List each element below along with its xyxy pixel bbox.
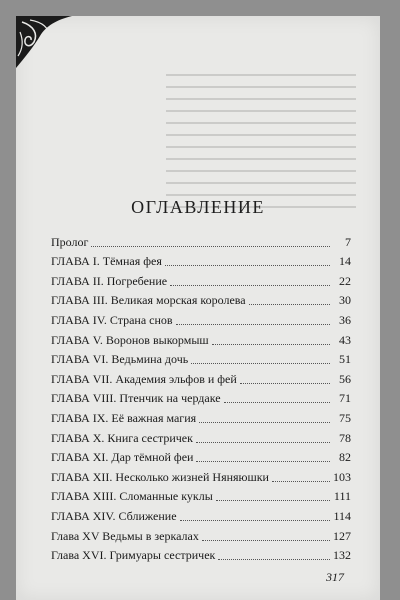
toc-entry [51,426,351,446]
toc-entry-title: Пролог [51,234,89,249]
toc-entry [51,524,351,544]
toc-entry [51,230,351,250]
toc-entry-title: ГЛАВА XIV. Сближение [51,508,177,523]
toc-title: ОГЛАВЛЕНИЕ [131,197,265,217]
toc-entry [51,289,351,309]
toc-entry-title: ГЛАВА II. Погребение [51,273,168,288]
toc-entry [51,485,351,505]
toc-entry-page: 7 [345,234,351,249]
toc-entry-page: 78 [339,430,351,445]
book-page [16,16,380,600]
toc-dot-leader [180,520,330,521]
toc-entry-page: 132 [333,548,351,563]
toc-list [51,230,351,563]
toc-entry-page: 82 [339,450,351,465]
toc-entry [51,308,351,328]
toc-entry-page: 111 [333,489,351,504]
page-number: 317 [326,570,344,584]
toc-entry-title: ГЛАВА IX. Её важная магия [51,410,197,425]
toc-dot-leader [212,344,330,345]
toc-dot-leader [249,304,330,305]
toc-dot-leader [199,422,330,423]
toc-entry [51,367,351,387]
show-through-text [166,74,356,244]
toc-entry [51,348,351,368]
toc-entry-title: ГЛАВА XI. Дар тёмной феи [51,450,194,465]
toc-dot-leader [191,363,330,364]
toc-dot-leader [196,442,330,443]
toc-entry [51,269,351,289]
toc-entry-title: ГЛАВА X. Книга сестричек [51,430,193,445]
toc-dot-leader [196,461,330,462]
toc-dot-leader [224,402,330,403]
toc-entry-page: 56 [339,371,351,386]
toc-entry-title: ГЛАВА VII. Академия эльфов и фей [51,371,237,386]
toc-entry-page: 43 [339,332,351,347]
toc-dot-leader [202,540,330,541]
toc-entry [51,446,351,466]
toc-entry-title: ГЛАВА XIII. Сломанные куклы [51,489,213,504]
toc-dot-leader [216,500,330,501]
toc-entry-page: 71 [339,391,351,406]
toc-dot-leader [165,265,330,266]
toc-entry-title: ГЛАВА V. Воронов выкормыш [51,332,209,347]
toc-dot-leader [272,481,330,482]
toc-entry-page: 14 [339,254,351,269]
toc-dot-leader [240,383,330,384]
toc-entry-page: 75 [339,410,351,425]
toc-entry-page: 114 [333,508,351,523]
toc-entry-title: Глава XV Ведьмы в зеркалах [51,528,199,543]
toc-entry-page: 36 [339,312,351,327]
toc-dot-leader [170,285,330,286]
toc-entry [51,328,351,348]
toc-dot-leader [176,324,330,325]
toc-entry [51,406,351,426]
toc-entry-title: ГЛАВА IV. Страна снов [51,312,173,327]
toc-entry-title: ГЛАВА I. Тёмная фея [51,254,162,269]
toc-entry [51,504,351,524]
toc-entry [51,387,351,407]
toc-entry-page: 51 [339,352,351,367]
toc-entry-title: ГЛАВА VIII. Птенчик на чердаке [51,391,221,406]
toc-entry [51,465,351,485]
corner-ornament-icon [16,16,72,72]
toc-entry-page: 103 [333,469,351,484]
toc-entry-page: 30 [339,293,351,308]
toc-dot-leader [91,246,330,247]
toc-entry-page: 22 [339,273,351,288]
toc-entry-page: 127 [333,528,351,543]
toc-dot-leader [218,559,330,560]
toc-entry-title: Глава XVI. Гримуары сестричек [51,548,216,563]
toc-entry-title: ГЛАВА VI. Ведьмина дочь [51,352,189,367]
toc-entry-title: ГЛАВА XII. Несколько жизней Няняюшки [51,469,269,484]
toc-entry [51,544,351,564]
toc-entry [51,250,351,270]
toc-entry-title: ГЛАВА III. Великая морская королева [51,293,246,308]
